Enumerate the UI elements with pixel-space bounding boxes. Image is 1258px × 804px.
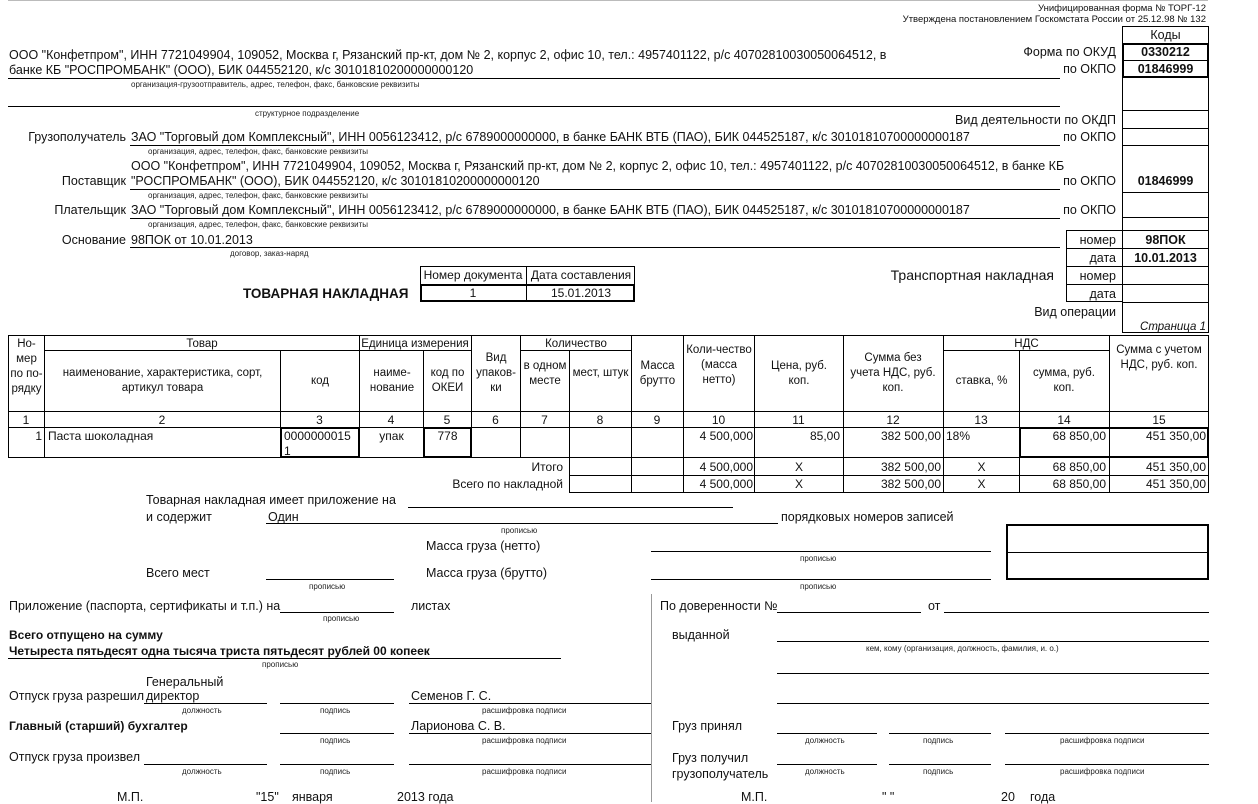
released-sum-label: Всего отпущено на сумму	[9, 628, 163, 642]
total-vat-rate: Х	[977, 477, 986, 491]
received-decode-caption: расшифровка подписи	[1060, 736, 1145, 745]
approved-note: Утверждена постановлением Госкомстата России от 25.12.98 № 132	[902, 14, 1206, 25]
row-code-2: 1	[284, 444, 291, 458]
supplier-line1: ООО "Конфетпром", ИНН 7721049904, 109052, Москва г, Рязанский пр-кт, дом № 2, корпус 2, офис 10, тел.: 4957401122, р/с 40702810030050064512, в банке КБ	[131, 159, 1065, 173]
date-label: дата	[1089, 251, 1116, 265]
codes-line	[1066, 248, 1123, 249]
attach-label: Приложение (паспорта, сертификаты и т.п.) на	[9, 599, 281, 613]
director-position-line	[144, 703, 267, 704]
row-unit: упак	[379, 429, 404, 443]
row-no: 1	[35, 429, 42, 443]
codes-line	[1066, 284, 1123, 285]
row-okei: 778	[437, 429, 458, 443]
column-number: 14	[1057, 413, 1071, 427]
codes-line	[1122, 145, 1209, 146]
header-sum-novat: Сумма без учета НДС, руб. коп.	[850, 352, 936, 394]
table-vline	[44, 335, 45, 458]
codes-line	[1122, 302, 1209, 303]
supplier-caption: организация, адрес, телефон, факс, банковские реквизиты	[148, 191, 368, 200]
release-done-signature-line	[280, 764, 394, 765]
header-goods-code: код	[310, 375, 329, 387]
doc-num-header: Номер документа	[423, 268, 523, 282]
itogo-sum-vat: 451 350,00	[1145, 460, 1206, 474]
row-sum-vat: 451 350,00	[1145, 429, 1206, 443]
mp-right: М.П.	[741, 790, 768, 804]
page-label: Страница 1	[1140, 321, 1206, 333]
shipper-caption: организация-грузоотправитель, адрес, телефон, факс, банковские реквизиты	[131, 80, 420, 89]
column-number: 7	[541, 413, 548, 427]
header-qty-places: мест, штук	[572, 367, 629, 379]
header-pack: Вид упаков-ки	[476, 352, 516, 394]
supplier-label: Поставщик	[61, 174, 126, 188]
itogo-price: Х	[794, 460, 803, 474]
accountant-name-line	[409, 733, 651, 734]
form-name: Унифицированная форма № ТОРГ-12	[1037, 3, 1206, 14]
transport-number-label: номер	[1079, 269, 1116, 283]
codes-line	[1122, 128, 1209, 129]
okpo-code: 01846999	[1137, 62, 1194, 76]
received-by-signature-caption: подпись	[923, 767, 954, 776]
column-number: 12	[886, 413, 900, 427]
header-vat: НДС	[1014, 338, 1039, 350]
totals-line	[569, 475, 1209, 476]
header-goods: Товар	[186, 338, 218, 350]
received-label: Груз принял	[672, 719, 743, 733]
operation-label: Вид операции	[1034, 305, 1116, 319]
header-no: Но-мер по по-рядку	[10, 338, 43, 395]
consignee-underline	[130, 145, 1060, 146]
payer-underline	[130, 218, 1060, 219]
header-net: Коли-чество (масса нетто)	[686, 344, 752, 386]
basis-value: 98ПОК от 10.01.2013	[131, 233, 253, 247]
payer-okpo-label: по ОКПО	[1063, 203, 1116, 217]
appendix-label: Товарная накладная имеет приложение на	[146, 493, 396, 507]
appendix-line	[408, 507, 733, 508]
payer-value: ЗАО "Торговый дом Комплексный", ИНН 0056123412, р/с 6789000000000, в банке БАНК ВТБ (ПАО), БИК 044525187, к/с 30101810700000000187	[131, 203, 970, 217]
director-name-line	[409, 703, 651, 704]
total-net: 4 500,000	[699, 477, 753, 491]
total-vat-sum: 68 850,00	[1052, 477, 1106, 491]
release-done-position-caption: должность	[182, 767, 222, 776]
header-vat-sum: сумма, руб. коп.	[1033, 367, 1095, 394]
release-allowed-label: Отпуск груза разрешил	[9, 689, 144, 703]
doc-num: 1	[469, 286, 477, 300]
header-goods-name: наименование, характеристика, сорт, артикул товара	[62, 367, 263, 394]
attach-propis: прописью	[323, 614, 360, 623]
accountant-signature-caption: подпись	[320, 736, 351, 745]
codes-column	[1122, 43, 1209, 333]
net-mass-line	[651, 551, 991, 552]
received-by-position-caption: должность	[805, 767, 845, 776]
basis-underline	[130, 247, 1060, 248]
itogo-vat-sum: 68 850,00	[1052, 460, 1106, 474]
received-signature-line	[889, 733, 991, 734]
director-signature-caption: подпись	[320, 706, 351, 715]
column-number: 1	[22, 413, 30, 427]
received-by-signature-line	[889, 764, 991, 765]
row-vat-sum: 68 850,00	[1052, 429, 1106, 443]
header-qty: Количество	[545, 338, 607, 350]
records-label: порядковых номеров записей	[781, 510, 954, 524]
received-position-line	[777, 733, 877, 734]
received-signature-caption: подпись	[923, 736, 954, 745]
codes-line	[1122, 217, 1209, 218]
doc-date: 15.01.2013	[550, 286, 612, 300]
supplier-okpo-code: 01846999	[1137, 174, 1194, 188]
column-number: 13	[974, 413, 988, 427]
column-number: 4	[387, 413, 395, 427]
released-sum-line	[8, 658, 561, 659]
column-number: 10	[711, 413, 726, 427]
row-price: 85,00	[809, 429, 840, 443]
codes-line	[1122, 284, 1209, 285]
doc-title: ТОВАРНАЯ НАКЛАДНАЯ	[243, 286, 409, 301]
basis-label: Основание	[61, 233, 126, 247]
places-propis: прописью	[309, 582, 346, 591]
codes-line	[1122, 110, 1209, 111]
transport-label: Транспортная накладная	[890, 267, 1054, 283]
places-line	[266, 579, 394, 580]
column-number: 15	[1152, 413, 1166, 427]
issued-line-2	[777, 673, 1209, 674]
attach-line	[280, 612, 394, 613]
codes-line	[1122, 248, 1209, 249]
total-sum-vat: 451 350,00	[1145, 477, 1206, 491]
gross-mass-line	[651, 579, 991, 580]
column-number: 2	[158, 413, 166, 427]
consignee-label: Грузополучатель	[28, 130, 126, 144]
accountant-label: Главный (старший) бухгалтер	[9, 719, 188, 733]
issued-line-3	[777, 703, 1209, 704]
row-net: 4 500,000	[699, 429, 753, 443]
division-underline	[8, 106, 1060, 107]
received-decode-line	[1005, 733, 1209, 734]
okud-code: 0330212	[1141, 45, 1190, 59]
codes-line	[1122, 266, 1209, 267]
date-month: января	[292, 790, 333, 804]
column-number: 11	[792, 413, 805, 427]
supplier-line2: "РОСПРОМБАНК" (ООО), БИК 044552120, к/с 30101810200000000120	[131, 174, 540, 188]
accountant-name: Ларионова С. В.	[411, 719, 506, 733]
header-sum-vat: Сумма с учетом НДС, руб. коп.	[1116, 344, 1202, 371]
division-caption: структурное подразделение	[255, 109, 360, 118]
released-sum-propis: прописью	[262, 660, 299, 669]
released-sum-value: Четыреста пятьдесят одна тысяча триста пятьдесят рублей 00 копеек	[9, 644, 430, 658]
header-unit-name: наиме-нование	[369, 367, 415, 394]
net-mass-label: Масса груза (нетто)	[426, 539, 541, 553]
codes-label: Коды	[1150, 28, 1181, 42]
consignee-okpo-label: по ОКПО	[1063, 130, 1116, 144]
accountant-decode-caption: расшифровка подписи	[482, 736, 567, 745]
payer-caption: организация, адрес, телефон, факс, банковские реквизиты	[148, 220, 368, 229]
codes-line	[1066, 266, 1123, 267]
column-number: 9	[653, 413, 661, 427]
basis-caption: договор, заказ-наряд	[230, 249, 309, 258]
release-done-name-line	[409, 764, 651, 765]
net-mass-propis: прописью	[800, 554, 837, 563]
total-label: Всего по накладной	[452, 477, 563, 491]
issued-line	[777, 641, 1209, 642]
codes-line	[1122, 192, 1209, 193]
contains-line	[266, 523, 778, 524]
received-by-decode-line	[1005, 764, 1209, 765]
from-line	[944, 612, 1209, 613]
right-year-suffix: года	[1030, 790, 1056, 804]
proxy-line	[777, 612, 921, 613]
release-done-signature-caption: подпись	[320, 767, 351, 776]
sheets-label: листах	[411, 599, 451, 613]
director-position-2: директор	[146, 689, 200, 703]
director-position-1: Генеральный	[146, 675, 224, 689]
payer-label: Плательщик	[54, 203, 126, 217]
header-qty-one: в одном месте	[523, 360, 567, 387]
consignee-value: ЗАО "Торговый дом Комплексный", ИНН 0056123412, р/с 6789000000000, в банке БАНК ВТБ (ПАО), БИК 044525187, к/с 30101810700000000187	[131, 130, 970, 144]
gross-mass-propis: прописью	[800, 582, 837, 591]
row-sum-novat: 382 500,00	[880, 429, 941, 443]
release-done-decode-caption: расшифровка подписи	[482, 767, 567, 776]
basis-date-code: 10.01.2013	[1134, 251, 1197, 265]
gross-mass-label: Масса груза (брутто)	[426, 566, 548, 580]
column-number: 8	[596, 413, 604, 427]
itogo-label: Итого	[531, 460, 563, 474]
release-done-label: Отпуск груза произвел	[9, 750, 141, 764]
total-price: Х	[794, 477, 803, 491]
codes-line	[1122, 60, 1209, 61]
supplier-okpo-label: по ОКПО	[1063, 174, 1116, 188]
director-position-caption: должность	[182, 706, 222, 715]
okpo-label: по ОКПО	[1063, 62, 1116, 76]
row-name: Паста шоколадная	[48, 429, 154, 443]
right-quote: " "	[882, 790, 895, 804]
header-vat-rate: ставка, %	[955, 375, 1008, 387]
places-label: Всего мест	[146, 566, 210, 580]
director-signature-line	[280, 703, 394, 704]
received-by-label-2: грузополучатель	[672, 767, 769, 781]
received-position-caption: должность	[805, 736, 845, 745]
total-sum-novat: 382 500,00	[880, 477, 941, 491]
number-label: номер	[1079, 233, 1116, 247]
proxy-label: По доверенности №	[660, 599, 778, 613]
accountant-signature-line	[280, 733, 394, 734]
received-by-label-1: Груз получил	[672, 751, 749, 765]
codes-line	[1122, 230, 1209, 231]
header-unit-okei: код по ОКЕИ	[430, 367, 465, 394]
header-gross: Масса брутто	[639, 360, 676, 387]
row-vat-rate: 18%	[946, 429, 971, 443]
header-unit: Единица измерения	[361, 338, 469, 350]
director-name: Семенов Г. С.	[411, 689, 492, 703]
header-price: Цена, руб. коп.	[771, 360, 827, 387]
itogo-vat-rate: Х	[977, 460, 986, 474]
column-number: 3	[316, 413, 323, 427]
okud-label: Форма по ОКУД	[1023, 45, 1116, 59]
table-line	[8, 411, 1209, 412]
contains-value: Один	[268, 510, 299, 524]
director-decode-caption: расшифровка подписи	[482, 706, 567, 715]
received-by-decode-caption: расшифровка подписи	[1060, 767, 1145, 776]
mass-box-line	[1006, 552, 1209, 553]
itogo-sum-novat: 382 500,00	[880, 460, 941, 474]
release-done-position-line	[144, 764, 267, 765]
shipper-underline	[8, 78, 1060, 79]
row-code-1: 0000000015	[284, 429, 351, 443]
top-border	[8, 0, 1208, 1]
mp-left: М.П.	[117, 790, 144, 804]
column-number: 6	[492, 413, 499, 427]
right-year-prefix: 20	[1001, 790, 1015, 804]
supplier-underline	[130, 189, 1060, 190]
column-number: 5	[443, 413, 451, 427]
date-day: "15"	[256, 790, 279, 804]
from-label: от	[928, 599, 941, 613]
received-by-position-line	[777, 764, 877, 765]
transport-date-label: дата	[1089, 287, 1116, 301]
basis-number-code: 98ПОК	[1145, 233, 1186, 247]
doc-date-header: Дата составления	[530, 268, 632, 282]
shipper-line1: ООО "Конфетпром", ИНН 7721049904, 109052, Москва г, Рязанский пр-кт, дом № 2, корпус 2, офис 10, тел.: 4957401122, р/с 40702810030050064512, в	[9, 48, 887, 62]
consignee-caption: организация, адрес, телефон, факс, банковские реквизиты	[148, 147, 368, 156]
issued-caption: кем, кому (организация, должность, фамилия, и. о.)	[866, 644, 1059, 653]
contains-label: и содержит	[146, 510, 212, 524]
contains-propis: прописью	[501, 526, 538, 535]
activity-label: Вид деятельности по ОКДП	[955, 113, 1116, 127]
table-vline	[520, 335, 521, 458]
shipper-line2: банке КБ "РОСПРОМБАНК" (ООО), БИК 044552120, к/с 30101810200000000120	[9, 63, 474, 77]
itogo-net: 4 500,000	[699, 460, 753, 474]
footer-divider	[651, 594, 652, 802]
issued-label: выданной	[672, 628, 730, 642]
date-year: 2013 года	[397, 790, 454, 804]
